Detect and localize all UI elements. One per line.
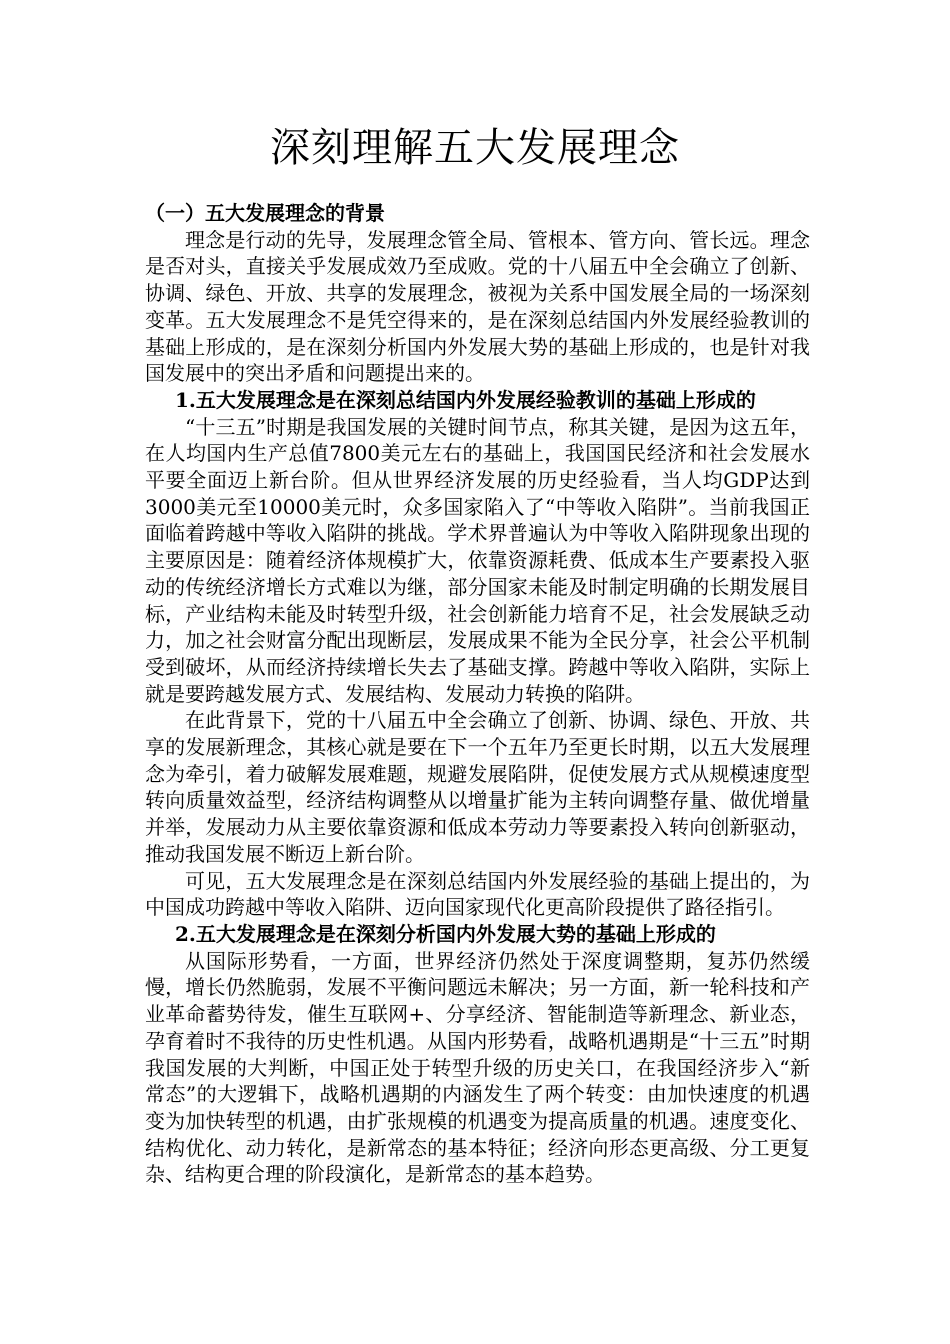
document-title: 深刻理解五大发展理念 — [270, 125, 680, 171]
subheading-trends: 2.五大发展理念是在深刻分析国内外发展大势的基础上形成的 — [175, 921, 716, 946]
paragraph-situation: 从国际形势看，一方面，世界经济仍然处于深度调整期，复苏仍然缓慢，增长仍然脆弱，发展不平衡问题远未解决；另一方面，新一轮科技和产业革命蓄势待发，催生互联网+、分享经济、智能制造等新理念、新业态，孕育着时不我待的历史性机遇。从国内形势看，战略机遇期是“十三五”时期我国发展的大判断，中国正处于转型升级的历史关口，在我国经济步入“新常态”的大逻辑下，战略机遇期的内涵发生了两个转变：由加快速度的机遇变为加快转型的机遇，由扩张规模的机遇变为提高质量的机遇。速度变化、结构优化、动力转化，是新常态的基本特征；经济向形态更高级、分工更复杂、结构更合理的阶段演化，是新常态的基本趋势。 — [145, 948, 810, 1187]
paragraph-intro: 理念是行动的先导，发展理念管全局、管根本、管方向、管长远。理念是否对头，直接关乎发展成效乃至成败。党的十八届五中全会确立了创新、协调、绿色、开放、共享的发展理念，被视为关系中国发展全局的一场深刻变革。五大发展理念不是凭空得来的，是在深刻总结国内外发展经验教训的基础上形成的，是在深刻分析国内外发展大势的基础上形成的，也是针对我国发展中的突出矛盾和问题提出来的。 — [145, 227, 810, 386]
paragraph-new-concepts: 在此背景下，党的十八届五中全会确立了创新、协调、绿色、开放、共享的发展新理念，其核心就是要在下一个五年乃至更长时期，以五大发展理念为牵引，着力破解发展难题，规避发展陷阱，促使发展方式从规模速度型转向质量效益型，经济结构调整从以增量扩能为主转向调整存量、做优增量并举，发展动力从主要依靠资源和低成本劳动力等要素投入转向创新驱动，推动我国发展不断迈上新台阶。 — [145, 708, 810, 866]
subheading-experience: 1.五大发展理念是在深刻总结国内外发展经验教训的基础上形成的 — [175, 387, 756, 412]
document-body — [145, 200, 810, 1188]
paragraph-conclusion: 可见，五大发展理念是在深刻总结国内外发展经验的基础上提出的，为中国成功跨越中等收入陷阱、迈向国家现代化更高阶段提供了路径指引。 — [145, 868, 810, 920]
section-heading: （一）五大发展理念的背景 — [145, 201, 385, 225]
paragraph-middle-income-trap: “十三五”时期是我国发展的关键时间节点，称其关键，是因为这五年，在人均国内生产总值7800美元左右的基础上，我国国民经济和社会发展水平要全面迈上新台阶。但从世界经济发展的历史经验看，当人均GDP达到3000美元至10000美元时，众多国家陷入了“中等收入陷阱”。当前我国正面临着跨越中等收入陷阱的挑战。学术界普遍认为中等收入陷阱现象出现的主要原因是：随着经济体规模扩大，依靠资源耗费、低成本生产要素投入驱动的传统经济增长方式难以为继，部分国家未能及时制定明确的长期发展目标，产业结构未能及时转型升级，社会创新能力培育不足，社会发展缺乏动力，加之社会财富分配出现断层，发展成果不能为全民分享，社会公平机制受到破坏，从而经济持续增长失去了基础支撑。跨越中等收入陷阱，实际上就是要跨越发展方式、发展结构、发展动力转换的陷阱。 — [145, 414, 810, 706]
